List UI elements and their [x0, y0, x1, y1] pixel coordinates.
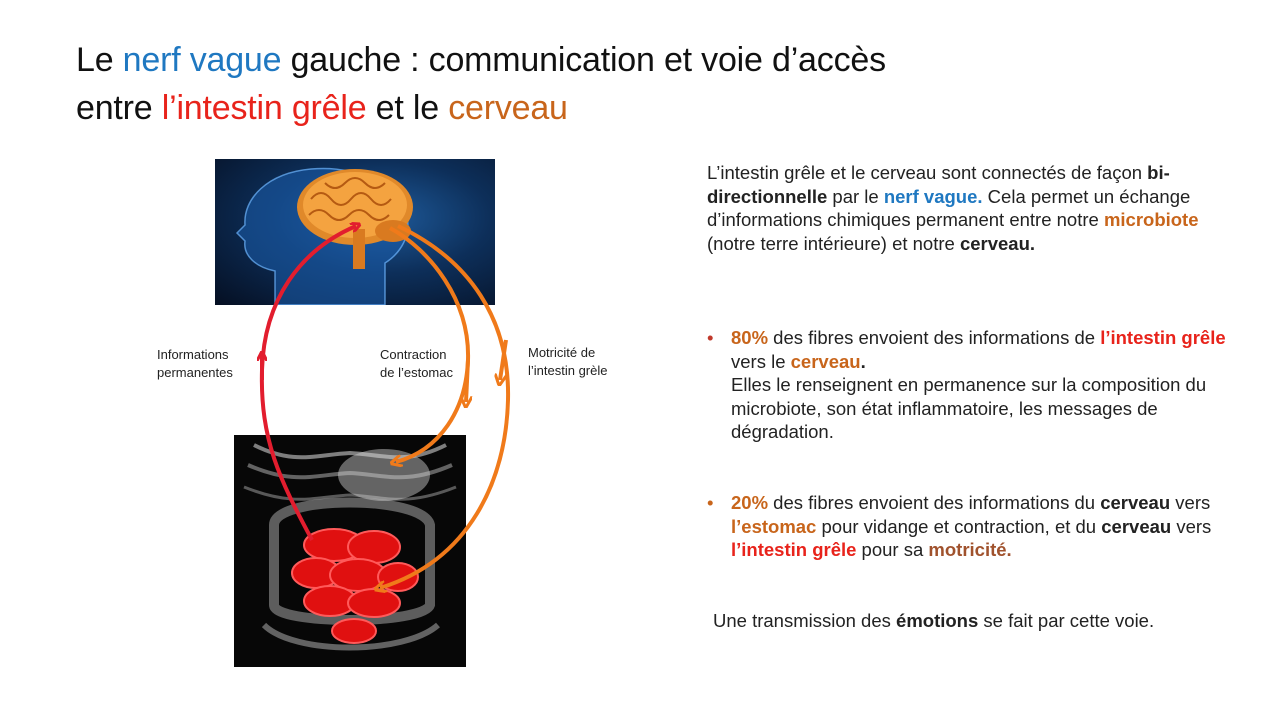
brain-image	[215, 159, 495, 305]
bullet-marker: •	[707, 327, 714, 348]
bullet-80-percent: • 80% des fibres envoient des informations de l’intestin grêle vers le cerveau. Elles le renseignent en permanence sur la composition du microbiote, son état inflammatoire, les messages de dégradation.	[707, 327, 1226, 442]
slide-title	[76, 36, 1076, 132]
title-nerf-vague: nerf vague	[122, 41, 282, 79]
label-motricite-intestin: Motricité de l’intestin grèle	[528, 345, 608, 378]
bullet-20-percent: • 20% des fibres envoient des informations du cerveau vers l’estomac pour vidange et contraction, et du cerveau vers l’intestin grêle pour sa motricité.	[707, 492, 1212, 560]
emotions-sentence: Une transmission des émotions se fait par cette voie.	[713, 610, 1155, 631]
title-cerveau: cerveau	[448, 89, 568, 127]
title-intestin: l’intestin grêle	[161, 89, 367, 127]
label-contraction-estomac: Contraction de l’estomac	[380, 347, 453, 380]
intro-paragraph: L’intestin grêle et le cerveau sont connectés de façon bi-directionnelle par le nerf vague. Cela permet un échange d’informations chimiques permanent entre notre microbiote (notre terre intérieure) et notre cerveau.	[707, 162, 1199, 254]
orange-arrow-intestine-mid	[500, 340, 506, 380]
bullet-marker: •	[707, 492, 714, 513]
title-line-1: Le nerf vague gauche : communication et voie d’accès	[76, 41, 886, 79]
title-line-2: entre l’intestin grêle et le cerveau	[76, 89, 568, 127]
intestine-illustration	[234, 435, 466, 667]
intestine-image	[234, 435, 466, 667]
brain-illustration	[215, 159, 495, 305]
orange-arrow-stomach-mid	[466, 360, 468, 402]
label-informations-permanentes: Informations permanentes	[157, 347, 233, 380]
